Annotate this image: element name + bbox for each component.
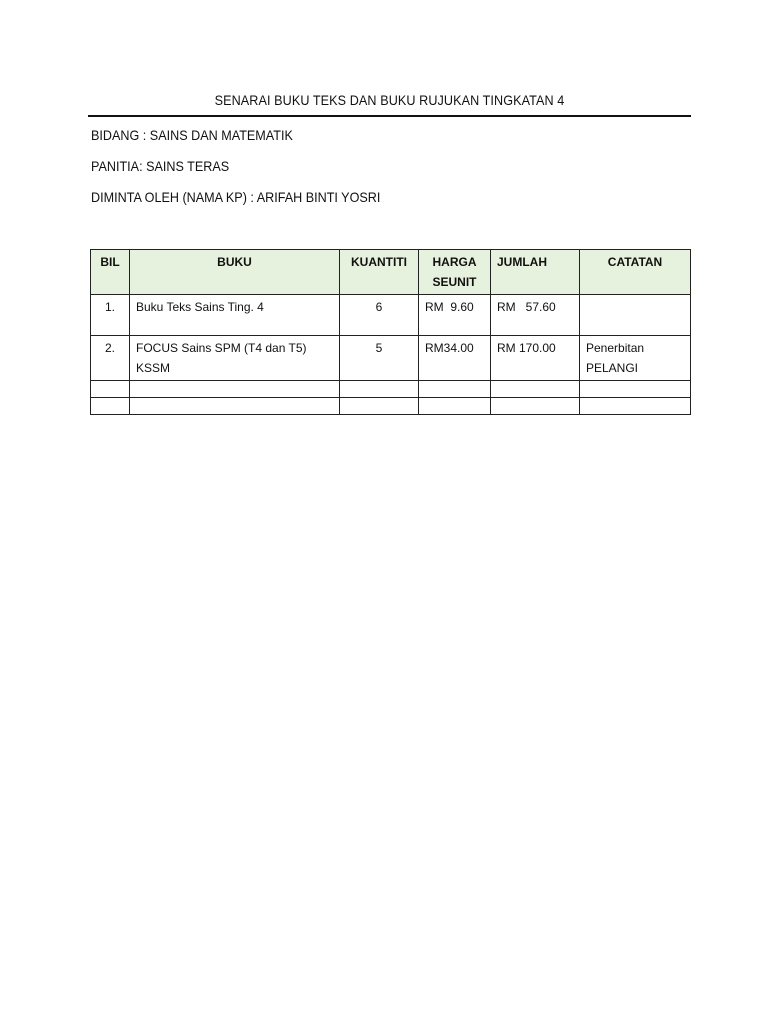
empty-cell bbox=[91, 381, 130, 398]
empty-cell bbox=[340, 381, 419, 398]
cell-buku-line2: KSSM bbox=[136, 361, 171, 375]
cell-buku-line1: FOCUS Sains SPM (T4 dan T5) bbox=[136, 341, 307, 355]
document-title: SENARAI BUKU TEKS DAN BUKU RUJUKAN TINGKATAN 4 bbox=[214, 92, 565, 108]
cell-kuantiti: 5 bbox=[340, 336, 419, 381]
table-row bbox=[91, 336, 691, 381]
empty-cell bbox=[130, 381, 340, 398]
panitia-line: PANITIA: SAINS TERAS bbox=[91, 158, 230, 174]
header-catatan: CATATAN bbox=[580, 250, 691, 295]
empty-cell bbox=[580, 398, 691, 415]
cell-buku bbox=[130, 295, 340, 336]
cell-catatan-line1: Penerbitan bbox=[586, 341, 645, 355]
header-bil: BIL bbox=[91, 250, 130, 295]
cell-harga: RM 9.60 bbox=[419, 295, 491, 336]
cell-catatan bbox=[580, 295, 691, 336]
title-underline bbox=[88, 115, 691, 117]
empty-cell bbox=[491, 381, 580, 398]
table-row bbox=[91, 295, 691, 336]
cell-jumlah: RM 57.60 bbox=[491, 295, 580, 336]
header-buku: BUKU bbox=[130, 250, 340, 295]
diminta-line: DIMINTA OLEH (NAMA KP) : ARIFAH BINTI YOSRI bbox=[91, 189, 381, 205]
table-row-empty bbox=[91, 381, 691, 398]
header-harga-seunit bbox=[419, 250, 491, 295]
cell-catatan-line2: PELANGI bbox=[586, 361, 639, 375]
table-header-row bbox=[91, 250, 691, 295]
header-jumlah: JUMLAH bbox=[491, 250, 580, 295]
book-list-table bbox=[90, 249, 691, 415]
table-row-empty bbox=[91, 398, 691, 415]
cell-jumlah: RM 170.00 bbox=[491, 336, 580, 381]
header-harga-line1: HARGA bbox=[432, 255, 477, 269]
cell-catatan bbox=[580, 336, 691, 381]
cell-bil: 1. bbox=[91, 295, 130, 336]
cell-buku bbox=[130, 336, 340, 381]
cell-buku-line1: Buku Teks Sains Ting. 4 bbox=[136, 300, 264, 314]
empty-cell bbox=[580, 381, 691, 398]
cell-harga: RM34.00 bbox=[419, 336, 491, 381]
cell-kuantiti: 6 bbox=[340, 295, 419, 336]
header-harga-line2: SEUNIT bbox=[432, 275, 477, 289]
header-kuantiti: KUANTITI bbox=[340, 250, 419, 295]
empty-cell bbox=[419, 398, 491, 415]
cell-bil: 2. bbox=[91, 336, 130, 381]
bidang-line: BIDANG : SAINS DAN MATEMATIK bbox=[91, 127, 293, 143]
empty-cell bbox=[340, 398, 419, 415]
empty-cell bbox=[491, 398, 580, 415]
empty-cell bbox=[91, 398, 130, 415]
empty-cell bbox=[130, 398, 340, 415]
empty-cell bbox=[419, 381, 491, 398]
